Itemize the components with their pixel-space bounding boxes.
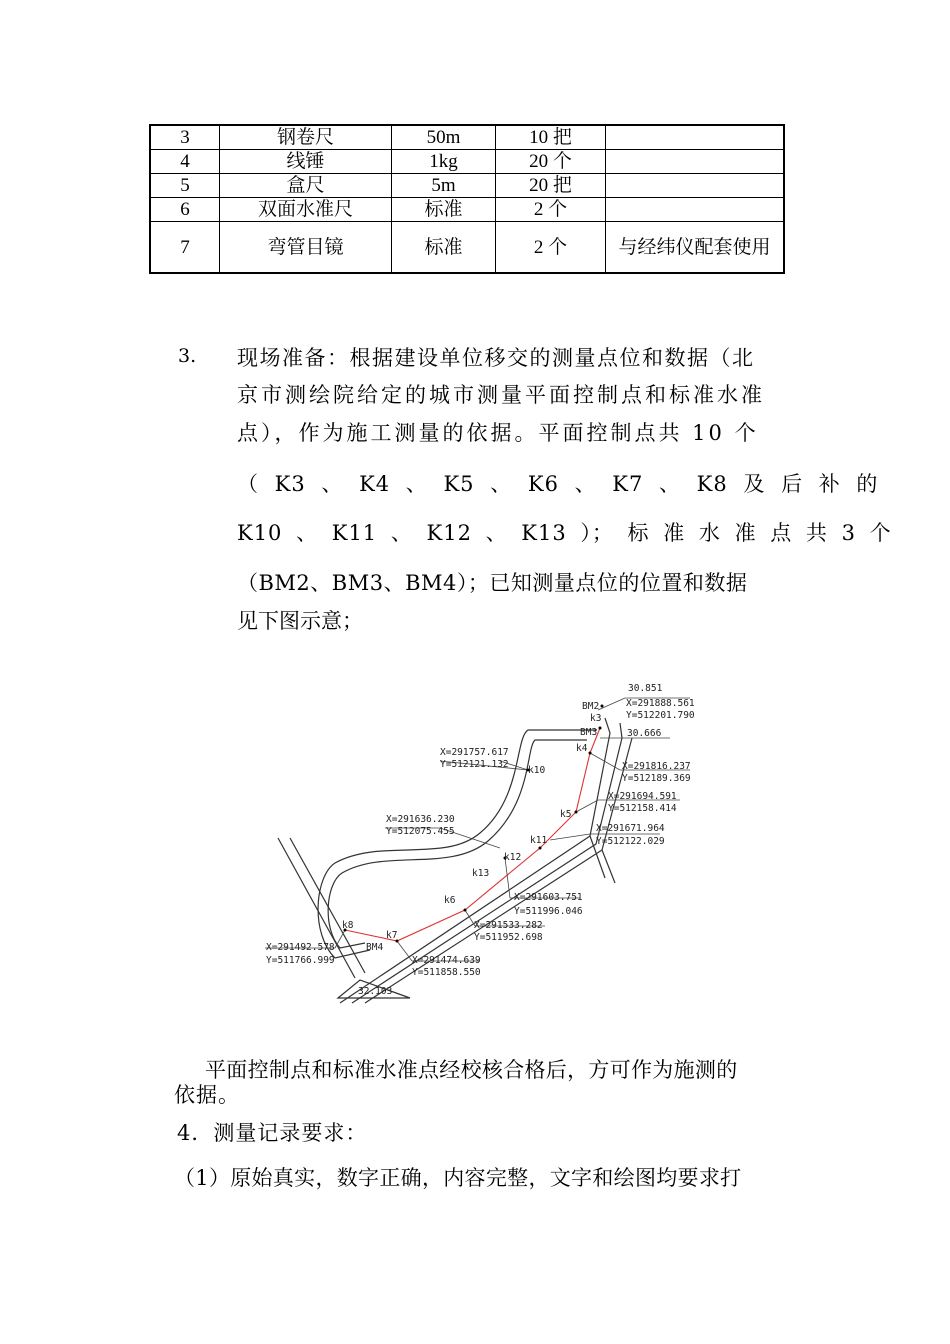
coord-label: Y=512201.790 <box>626 710 695 721</box>
coord-label: Y=511766.999 <box>266 955 335 966</box>
coord-label: Y=511858.550 <box>412 967 481 978</box>
section3-line: K10 、 K11 、 K12 、 K13 ）； 标 准 水 准 点 共 3 个 <box>237 521 892 545</box>
table-row: 5 盒尺 5m 20 把 <box>150 174 784 198</box>
point-label-k13: k13 <box>472 868 490 879</box>
section4-heading: 4．测量记录要求： <box>177 1121 368 1145</box>
point-label-k8: k8 <box>342 920 354 931</box>
point-label-k12: k12 <box>504 852 522 863</box>
elevation-label: 30.851 <box>628 683 663 694</box>
point-label-k10: k10 <box>528 765 546 776</box>
coord-label: X=291671.964 <box>596 823 665 834</box>
point-label-k6: k6 <box>444 895 456 906</box>
point-label-bm4: BM4 <box>366 942 384 953</box>
elevation-label: 32.103 <box>358 986 393 997</box>
after-map-paragraph: 平面控制点和标准水准点经校核合格后，方可作为施测的 <box>205 1058 738 1082</box>
coord-label: X=291533.282 <box>474 920 543 931</box>
point-label-k7: k7 <box>386 930 398 941</box>
elevation-label: 30.666 <box>627 728 662 739</box>
point-label-k3: k3 <box>590 713 602 724</box>
section-number: 3. <box>178 345 197 367</box>
coord-label: Y=511952.698 <box>474 932 543 943</box>
coord-label: Y=512122.029 <box>596 836 665 847</box>
point-label-k4: k4 <box>576 743 588 754</box>
requirement-item: （1）原始真实，数字正确，内容完整，文字和绘图均要求打 <box>174 1166 742 1190</box>
section3-line: （BM2、BM3、BM4）；已知测量点位的位置和数据 <box>237 571 748 595</box>
section3-line: 京市测绘院给定的城市测量平面控制点和标准水准 <box>237 383 765 407</box>
equipment-table <box>149 124 785 274</box>
coord-label: X=291636.230 <box>386 814 455 825</box>
coord-label: Y=512075.455 <box>386 826 455 837</box>
table-row: 6 双面水准尺 标准 2 个 <box>150 198 784 222</box>
point-label-k5: k5 <box>560 809 572 820</box>
section3-line: （ K3 、 K4 、 K5 、 K6 、 K7 、 K8 及 后 补 的 <box>237 472 879 496</box>
coord-label: X=291603.751 <box>514 892 583 903</box>
table-row: 7 弯管目镜 标准 2 个 与经纬仪配套使用 <box>150 222 784 274</box>
coord-label: X=291888.561 <box>626 698 695 709</box>
survey-control-map <box>260 678 720 1008</box>
table-row: 4 线锤 1kg 20 个 <box>150 150 784 174</box>
coord-label: Y=511996.046 <box>514 906 583 917</box>
point-label-bm3: BM3 <box>580 727 598 738</box>
coord-label: X=291474.639 <box>412 955 481 966</box>
after-map-paragraph-cont: 依据。 <box>174 1083 240 1107</box>
coord-label: X=291816.237 <box>622 761 691 772</box>
point-label-k11: k11 <box>530 835 548 846</box>
section3-line: 点），作为施工测量的依据。平面控制点共 10 个 <box>237 421 759 445</box>
coord-label: X=291757.617 <box>440 747 509 758</box>
coord-label: X=291694.591 <box>608 791 677 802</box>
coord-label: Y=512121.132 <box>440 759 509 770</box>
section3-line: 见下图示意； <box>237 609 363 633</box>
table-row: 3 钢卷尺 50m 10 把 <box>150 125 784 150</box>
point-label-bm2: BM2 <box>582 701 600 712</box>
coord-label: X=291492.578 <box>266 942 335 953</box>
coord-label: Y=512189.369 <box>622 773 691 784</box>
section3-line: 现场准备：根据建设单位移交的测量点位和数据（北 <box>237 346 755 370</box>
coord-label: Y=512158.414 <box>608 803 677 814</box>
